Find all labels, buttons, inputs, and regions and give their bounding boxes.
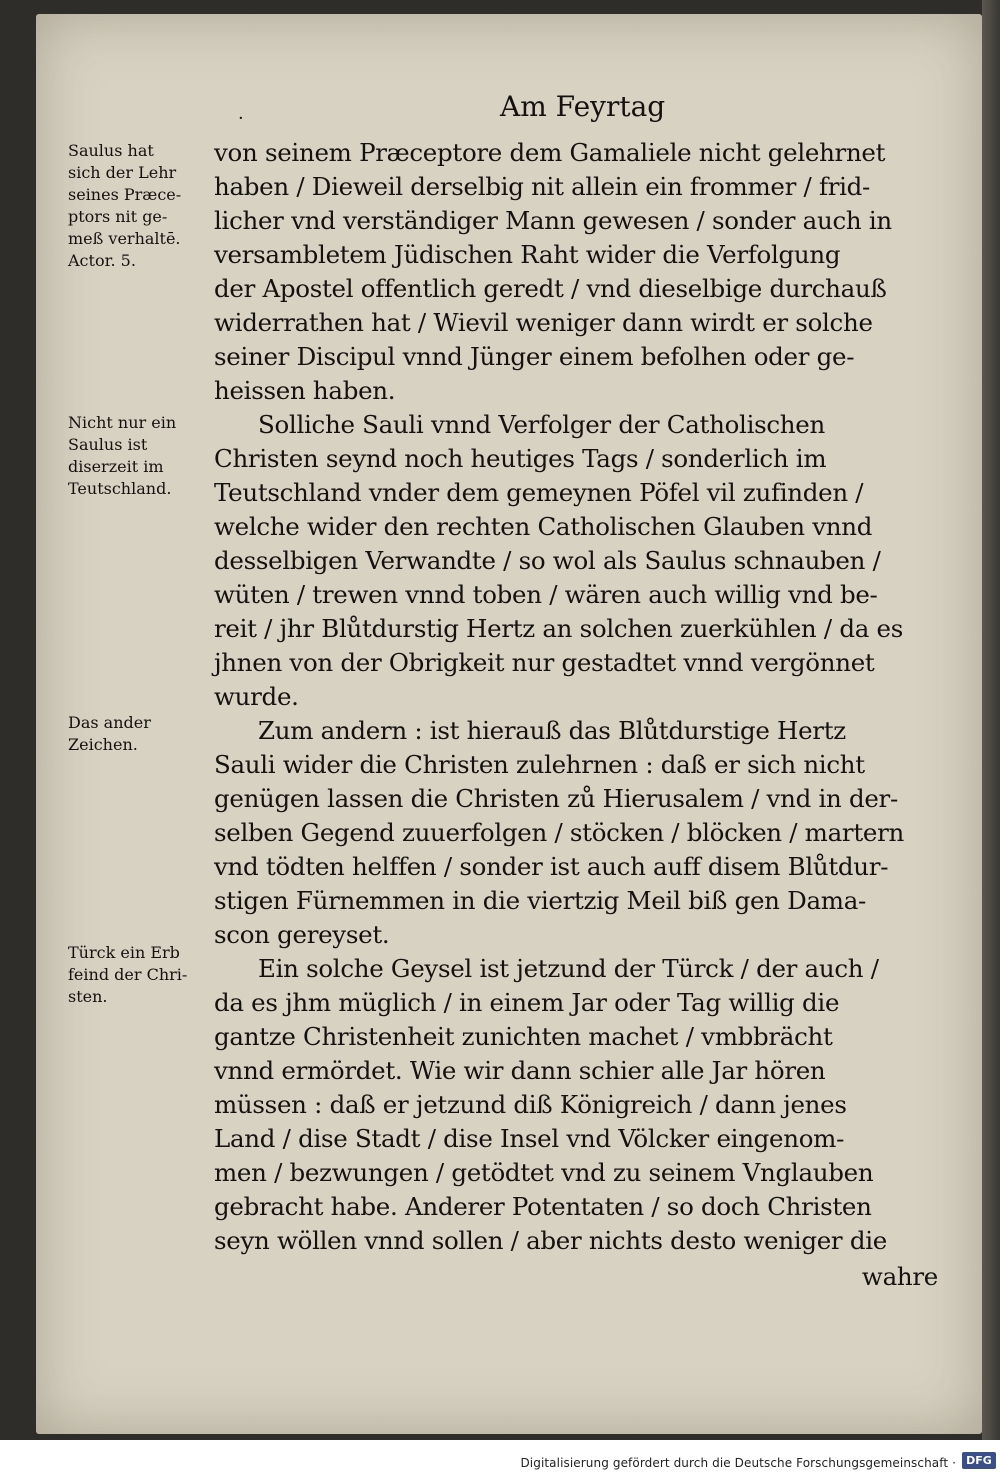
text-line: genügen lassen die Christen zů Hierusalem / vnd in der- (214, 784, 898, 813)
margin-note-line: meß verhaltē. (68, 229, 181, 248)
text-line: stigen Fürnemmen in die viertzig Meil biß gen Dama- (214, 886, 866, 915)
text-line: jhnen von der Obrigkeit nur gestadtet vnnd vergönnet (214, 648, 875, 677)
text-line: Christen seynd noch heutiges Tags / sonderlich im (214, 444, 827, 473)
margin-note-line: Teutschland. (68, 479, 172, 498)
text-line: welche wider den rechten Catholischen Glauben vnnd (214, 512, 873, 541)
text-line: müssen : daß er jetzund diß Königreich / dann jenes (214, 1090, 847, 1119)
text-line: scon gereyset. (214, 920, 390, 949)
text-line: Solliche Sauli vnnd Verfolger der Catholischen (258, 410, 825, 439)
text-line: von seinem Præceptore dem Gamaliele nicht gelehrnet (214, 138, 886, 167)
text-line: heissen haben. (214, 376, 396, 405)
dfg-logo: DFG (962, 1452, 996, 1469)
text-line: gantze Christenheit zunichten machet / vmbbrächt (214, 1022, 833, 1051)
text-line: wüten / trewen vnnd toben / wären auch willig vnd be- (214, 580, 878, 609)
margin-note-line: Türck ein Erb (68, 943, 180, 962)
catchword: wahre (861, 1262, 938, 1291)
margin-note-line: Saulus hat (68, 141, 154, 160)
text-line: seyn wöllen vnnd sollen / aber nichts desto weniger die (214, 1226, 887, 1255)
margin-note-line: diserzeit im (68, 457, 164, 476)
text-line: seiner Discipul vnnd Jünger einem befolhen oder ge- (214, 342, 855, 371)
margin-note-line: Das ander (68, 713, 151, 732)
text-line: Land / dise Stadt / dise Insel vnd Völcker eingenom- (214, 1124, 845, 1153)
text-line: men / bezwungen / getödtet vnd zu seinem Vnglauben (214, 1158, 874, 1187)
margin-note-line: sich der Lehr (68, 163, 177, 182)
footer-credit: Digitalisierung gefördert durch die Deutsche Forschungsgemeinschaft · (520, 1456, 956, 1470)
text-line: gebracht habe. Anderer Potentaten / so doch Christen (214, 1192, 872, 1221)
text-line: versambletem Jüdischen Raht wider die Verfolgung (214, 240, 841, 269)
text-line: Sauli wider die Christen zulehrnen : daß er sich nicht (214, 750, 865, 779)
margin-note-line: feind der Chri- (68, 965, 188, 984)
text-line: wurde. (214, 682, 299, 711)
text-line: vnd tödten helffen / sonder ist auch auff disem Blůtdur- (214, 852, 889, 881)
text-line: desselbigen Verwandte / so wol als Saulus schnauben / (214, 546, 881, 575)
text-line: widerrathen hat / Wievil weniger dann wirdt er solche (214, 308, 873, 337)
margin-note-line: ptors nit ge- (68, 207, 168, 226)
text-line: Teutschland vnder dem gemeynen Pöfel vil zufinden / (214, 478, 864, 507)
margin-note-line: Actor. 5. (68, 251, 136, 270)
text-line: reit / jhr Blůtdurstig Hertz an solchen zuerkühlen / da es (214, 614, 903, 643)
margin-note-line: sten. (68, 987, 108, 1006)
running-head: Am Feyrtag (500, 90, 666, 123)
margin-note-line: Nicht nur ein (68, 413, 177, 432)
text-line: da es jhm müglich / in einem Jar oder Tag willig die (214, 988, 840, 1017)
text-line: der Apostel offentlich geredt / vnd dieselbige durchauß (214, 274, 887, 303)
margin-note-line: Zeichen. (68, 735, 138, 754)
text-line: Zum andern : ist hierauß das Blůtdurstige Hertz (258, 716, 846, 745)
text-line: haben / Dieweil derselbig nit allein ein frommer / frid- (214, 172, 871, 201)
text-line: licher vnd verständiger Mann gewesen / sonder auch in (214, 206, 892, 235)
head-mark: · (238, 108, 244, 129)
text-line: Ein solche Geysel ist jetzund der Türck / der auch / (258, 954, 879, 983)
margin-note-line: Saulus ist (68, 435, 148, 454)
margin-note-line: seines Præce- (68, 185, 182, 204)
text-line: selben Gegend zuuerfolgen / stöcken / blöcken / martern (214, 818, 904, 847)
book-edge (982, 0, 1000, 1440)
text-line: vnnd ermördet. Wie wir dann schier alle Jar hören (214, 1056, 826, 1085)
